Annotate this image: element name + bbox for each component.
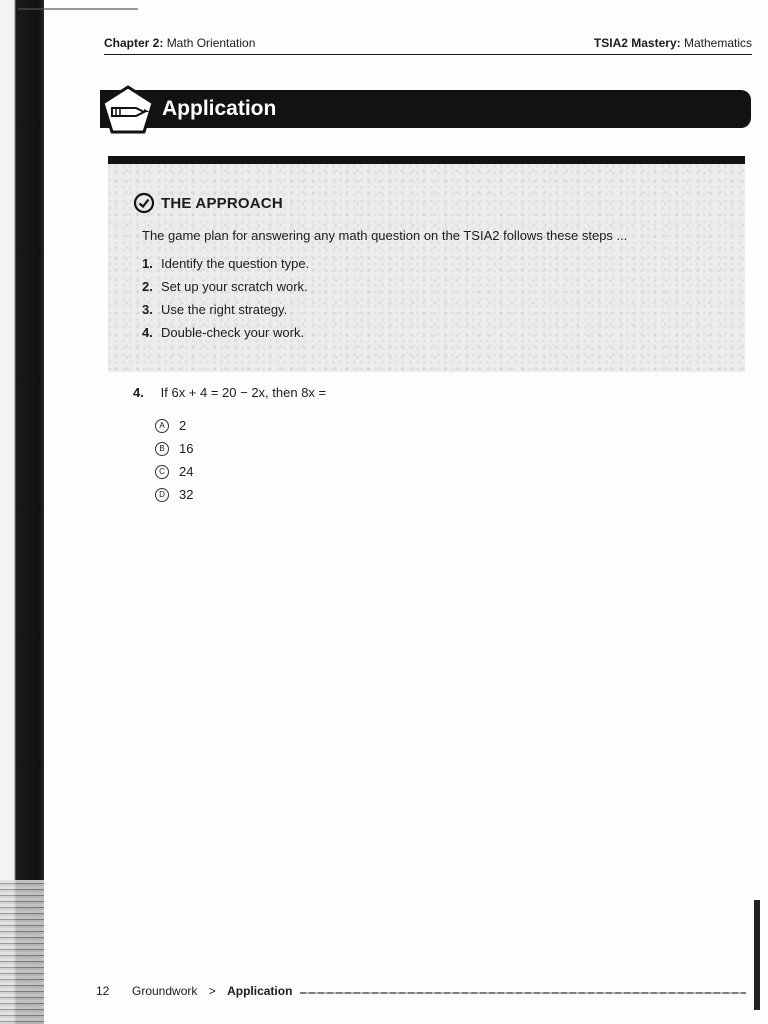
answer-choice-a[interactable]: [155, 414, 193, 437]
step-item: [142, 256, 309, 279]
breadcrumb: [132, 984, 292, 998]
approach-intro: The game plan for answering any math question on the TSIA2 follows these steps ...: [142, 228, 628, 243]
step-number: 1.: [142, 256, 153, 271]
question-prompt: If 6x + 4 = 20 − 2x, then 8x =: [160, 385, 327, 400]
step-item: [142, 279, 309, 302]
approach-title: THE APPROACH: [161, 194, 283, 212]
step-number: 4.: [142, 325, 153, 340]
approach-heading: [133, 191, 283, 215]
book-title: TSIA2 Mastery:: [593, 36, 681, 50]
scan-right-edge: [754, 900, 760, 1010]
scan-edge-noise: [0, 880, 44, 1024]
approach-steps: [142, 256, 309, 348]
answer-choice-b[interactable]: [155, 437, 193, 460]
book-label: [594, 36, 752, 50]
choice-value: 16: [179, 441, 194, 456]
answer-choices: [155, 414, 193, 506]
step-text: Identify the question type.: [161, 256, 310, 271]
choice-value: 24: [179, 464, 194, 479]
choice-value: 2: [179, 418, 187, 433]
choice-value: 32: [179, 487, 194, 502]
choice-bubble[interactable]: B: [155, 442, 169, 456]
question: [133, 385, 326, 400]
question-number: 4.: [133, 385, 144, 400]
page-footer: [96, 984, 746, 1002]
chapter-number: Chapter 2:: [104, 36, 164, 50]
scan-corner-mark: [18, 8, 138, 14]
choice-bubble[interactable]: C: [155, 465, 169, 479]
breadcrumb-current: Application: [227, 984, 293, 998]
scan-left-edge: [0, 0, 44, 1024]
step-item: [142, 302, 309, 325]
chapter-label: [104, 36, 255, 50]
step-text: Set up your scratch work.: [161, 279, 308, 294]
choice-bubble[interactable]: A: [155, 419, 169, 433]
page-number: 12: [96, 984, 110, 998]
step-item: [142, 325, 309, 348]
step-text: Double-check your work.: [161, 325, 305, 340]
step-number: 3.: [142, 302, 153, 317]
section-banner: [100, 90, 751, 128]
step-text: Use the right strategy.: [161, 302, 288, 317]
answer-choice-d[interactable]: [155, 483, 193, 506]
chapter-title: Math Orientation: [166, 36, 256, 50]
approach-top-bar: [108, 156, 745, 164]
page-header: [104, 34, 752, 55]
step-number: 2.: [142, 279, 153, 294]
breadcrumb-parent: Groundwork: [132, 984, 198, 998]
footer-rule: [300, 992, 746, 994]
pencil-badge-icon: [100, 84, 156, 136]
section-title: Application: [162, 97, 277, 120]
breadcrumb-separator: >: [208, 984, 216, 998]
answer-choice-c[interactable]: [155, 460, 193, 483]
checkmark-circle-icon: [133, 192, 155, 214]
choice-bubble[interactable]: D: [155, 488, 169, 502]
book-subject: Mathematics: [683, 36, 752, 50]
